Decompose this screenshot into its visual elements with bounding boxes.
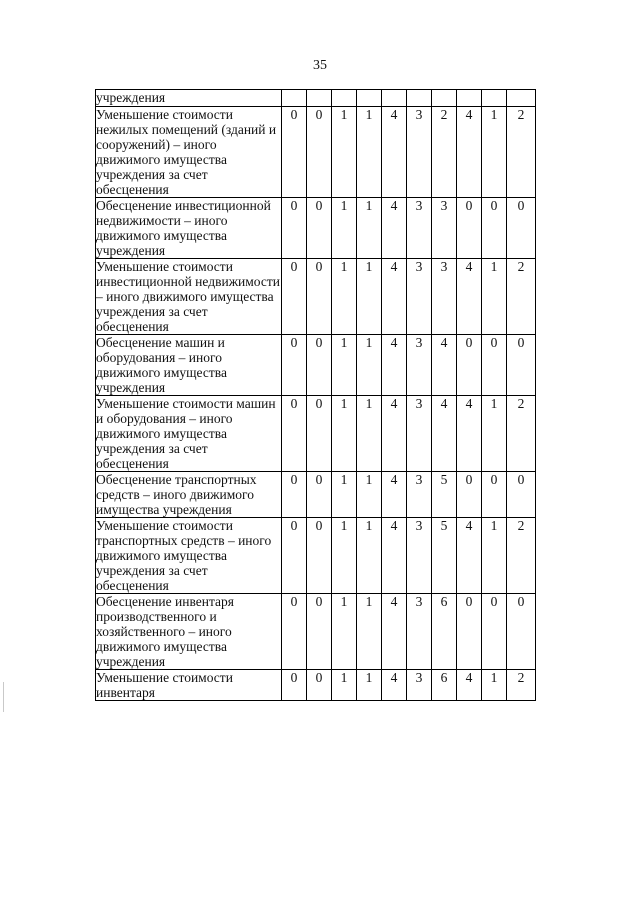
- code-digit-cell: 3: [407, 594, 432, 670]
- code-digit-cell: 3: [407, 198, 432, 259]
- code-digit-cell: 1: [332, 472, 357, 518]
- code-digit-cell: 3: [407, 107, 432, 198]
- empty-digit-cell: [307, 90, 332, 107]
- code-digit-cell: 0: [282, 259, 307, 335]
- code-digit-cell: 2: [507, 518, 536, 594]
- code-digit-cell: 1: [332, 670, 357, 701]
- row-name-cell: учреждения: [96, 90, 282, 107]
- code-digit-cell: 0: [307, 335, 332, 396]
- empty-digit-cell: [382, 90, 407, 107]
- empty-digit-cell: [357, 90, 382, 107]
- code-digit-cell: 1: [357, 518, 382, 594]
- code-digit-cell: 5: [432, 472, 457, 518]
- code-digit-cell: 5: [432, 518, 457, 594]
- code-digit-cell: 0: [282, 198, 307, 259]
- code-digit-cell: 0: [507, 594, 536, 670]
- code-digit-cell: 0: [282, 107, 307, 198]
- code-digit-cell: 0: [307, 594, 332, 670]
- code-digit-cell: 1: [332, 107, 357, 198]
- code-digit-cell: 2: [507, 259, 536, 335]
- table-row: [96, 107, 536, 198]
- code-digit-cell: 1: [332, 594, 357, 670]
- code-digit-cell: 4: [382, 396, 407, 472]
- code-digit-cell: 4: [382, 259, 407, 335]
- code-digit-cell: 4: [432, 335, 457, 396]
- code-digit-cell: 1: [357, 335, 382, 396]
- code-digit-cell: 6: [432, 594, 457, 670]
- code-digit-cell: 4: [457, 670, 482, 701]
- code-digit-cell: 1: [482, 107, 507, 198]
- row-name-cell: Обесценение транспортных средств – иного движимого имущества учреждения: [96, 472, 282, 518]
- code-digit-cell: 4: [382, 594, 407, 670]
- code-digit-cell: 0: [307, 107, 332, 198]
- code-digit-cell: 1: [482, 670, 507, 701]
- page-number: 35: [313, 58, 327, 73]
- empty-digit-cell: [457, 90, 482, 107]
- code-digit-cell: 2: [507, 396, 536, 472]
- code-digit-cell: 3: [407, 472, 432, 518]
- code-digit-cell: 0: [482, 594, 507, 670]
- table-row: [96, 335, 536, 396]
- empty-digit-cell: [332, 90, 357, 107]
- table-row: [96, 670, 536, 701]
- code-digit-cell: 0: [282, 472, 307, 518]
- code-digit-cell: 1: [332, 518, 357, 594]
- code-digit-cell: 4: [457, 107, 482, 198]
- code-digit-cell: 6: [432, 670, 457, 701]
- code-digit-cell: 4: [457, 396, 482, 472]
- code-digit-cell: 0: [457, 594, 482, 670]
- code-digit-cell: 4: [382, 107, 407, 198]
- code-digit-cell: 2: [507, 670, 536, 701]
- table-row: [96, 396, 536, 472]
- code-digit-cell: 0: [307, 472, 332, 518]
- code-digit-cell: 2: [432, 107, 457, 198]
- code-digit-cell: 0: [507, 198, 536, 259]
- code-digit-cell: 0: [482, 335, 507, 396]
- code-digit-cell: 4: [382, 472, 407, 518]
- code-digit-cell: 3: [407, 518, 432, 594]
- code-digit-cell: 1: [357, 107, 382, 198]
- empty-digit-cell: [407, 90, 432, 107]
- code-digit-cell: 0: [307, 259, 332, 335]
- empty-digit-cell: [432, 90, 457, 107]
- code-digit-cell: 0: [482, 472, 507, 518]
- code-digit-cell: 1: [357, 396, 382, 472]
- code-digit-cell: 1: [332, 259, 357, 335]
- code-digit-cell: 0: [457, 198, 482, 259]
- code-digit-cell: 0: [282, 518, 307, 594]
- code-digit-cell: 0: [282, 594, 307, 670]
- code-digit-cell: 0: [282, 670, 307, 701]
- code-digit-cell: 4: [382, 198, 407, 259]
- code-digit-cell: 3: [407, 335, 432, 396]
- code-digit-cell: 4: [382, 670, 407, 701]
- empty-digit-cell: [507, 90, 536, 107]
- table-row: [96, 594, 536, 670]
- code-digit-cell: 1: [332, 198, 357, 259]
- code-digit-cell: 4: [382, 518, 407, 594]
- code-digit-cell: 0: [457, 335, 482, 396]
- code-digit-cell: 4: [432, 396, 457, 472]
- code-digit-cell: 0: [307, 198, 332, 259]
- table-row: [96, 472, 536, 518]
- code-digit-cell: 1: [357, 259, 382, 335]
- code-digit-cell: 1: [357, 670, 382, 701]
- code-digit-cell: 0: [507, 335, 536, 396]
- table-row: [96, 518, 536, 594]
- code-digit-cell: 0: [507, 472, 536, 518]
- code-digit-cell: 1: [482, 396, 507, 472]
- row-name-cell: Уменьшение стоимости машин и оборудования – иного движимого имущества учреждения за счет обесценения: [96, 396, 282, 472]
- code-digit-cell: 0: [307, 518, 332, 594]
- row-name-cell: Уменьшение стоимости нежилых помещений (зданий и сооружений) – иного движимого имущества учреждения за счет обесценения: [96, 107, 282, 198]
- code-digit-cell: 1: [332, 396, 357, 472]
- account-code-table: [95, 89, 536, 701]
- table-row-continuation: [96, 90, 536, 107]
- row-name-cell: Уменьшение стоимости транспортных средств – иного движимого имущества учреждения за счет обесценения: [96, 518, 282, 594]
- row-name-cell: Уменьшение стоимости инвестиционной недвижимости – иного движимого имущества учреждения за счет обесценения: [96, 259, 280, 334]
- code-digit-cell: 1: [357, 594, 382, 670]
- table-row: [96, 259, 536, 335]
- code-digit-cell: 3: [407, 259, 432, 335]
- code-digit-cell: 3: [432, 259, 457, 335]
- code-digit-cell: 4: [382, 335, 407, 396]
- code-digit-cell: 0: [282, 335, 307, 396]
- code-digit-cell: 3: [407, 670, 432, 701]
- code-digit-cell: 0: [307, 670, 332, 701]
- code-digit-cell: 3: [432, 198, 457, 259]
- code-digit-cell: 3: [407, 396, 432, 472]
- code-digit-cell: 4: [457, 518, 482, 594]
- scan-edge-mark: [3, 682, 4, 712]
- code-digit-cell: 1: [357, 472, 382, 518]
- code-digit-cell: 1: [482, 518, 507, 594]
- table-row: [96, 198, 536, 259]
- code-digit-cell: 1: [482, 259, 507, 335]
- row-name-cell: Обесценение инвестиционной недвижимости – иного движимого имущества учреждения: [96, 198, 282, 259]
- empty-digit-cell: [282, 90, 307, 107]
- code-digit-cell: 1: [332, 335, 357, 396]
- code-digit-cell: 0: [282, 396, 307, 472]
- code-digit-cell: 2: [507, 107, 536, 198]
- row-name-cell: Обесценение машин и оборудования – иного движимого имущества учреждения: [96, 335, 282, 396]
- empty-digit-cell: [482, 90, 507, 107]
- row-name-cell: Обесценение инвентаря производственного и хозяйственного – иного движимого имущества учреждения: [96, 594, 282, 670]
- code-digit-cell: 4: [457, 259, 482, 335]
- code-digit-cell: 0: [457, 472, 482, 518]
- row-name-cell: Уменьшение стоимости инвентаря: [96, 670, 282, 701]
- code-digit-cell: 1: [357, 198, 382, 259]
- code-digit-cell: 0: [482, 198, 507, 259]
- code-digit-cell: 0: [307, 396, 332, 472]
